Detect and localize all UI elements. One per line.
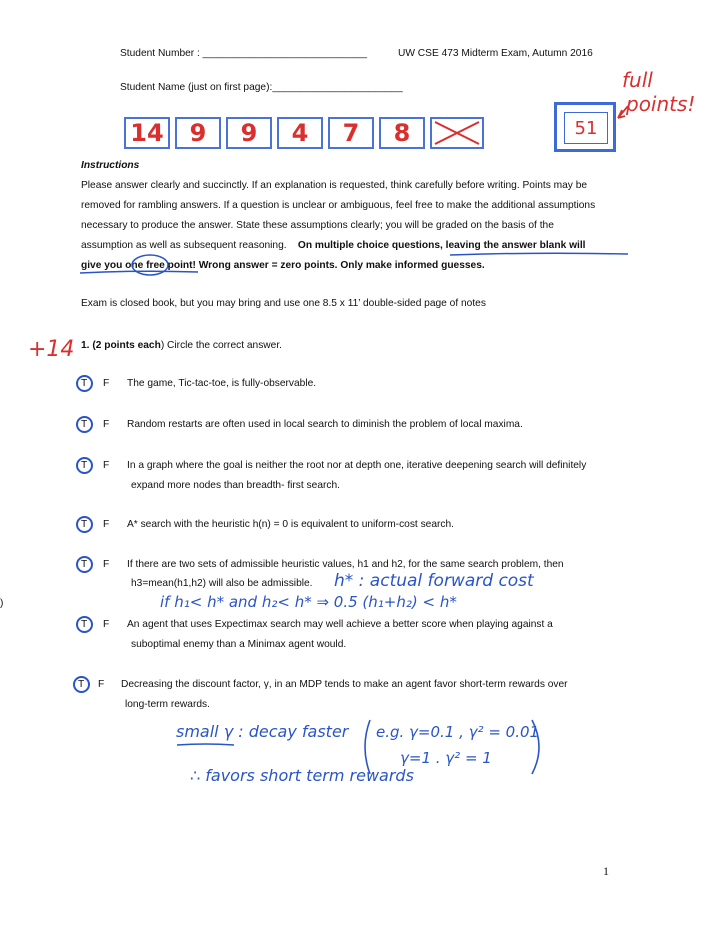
false-option[interactable]: F [103,378,110,389]
score-note-line1: full [622,68,653,92]
true-option[interactable]: T [81,378,88,389]
true-option[interactable]: T [78,679,85,690]
exam-title: UW CSE 473 Midterm Exam, Autumn 2016 [398,48,593,59]
question-text: An agent that uses Expectimax search may well achieve a better score when playing against a [127,619,553,630]
handwritten-note: ∴ favors short term rewards [190,766,414,785]
ink-underline [78,248,638,278]
question-text: The game, Tic-tac-toe, is fully-observable. [127,378,317,389]
handwritten-note: γ=1 . γ² = 1 [400,749,492,767]
question-text-cont: expand more nodes than breadth- first search. [131,480,340,491]
true-option[interactable]: T [81,519,88,530]
arrow-icon [612,104,632,124]
handwritten-note: small γ : decay faster [176,722,349,741]
id-digit-box: 9 [175,117,221,149]
true-option[interactable]: T [81,460,88,471]
id-digit-box: 9 [226,117,272,149]
section-1-heading [81,339,282,353]
section-1-heading-bold: 1. (2 points each [81,340,161,351]
question-text: A* search with the heuristic h(n) = 0 is equivalent to uniform-cost search. [127,519,454,530]
true-option[interactable]: T [81,559,88,570]
question-text-cont: long-term rewards. [125,699,210,710]
instructions-line-4-bold: On multiple choice questions, leaving the answer blank will [297,240,586,251]
cross-icon [432,119,482,147]
instructions-line-4-plain: assumption as well as subsequent reasoning. [81,240,287,251]
question-text: In a graph where the goal is neither the root nor at depth one, iterative deepening search will definitely [127,460,587,471]
page-number: 1 [603,864,609,878]
id-digit-box: 4 [277,117,323,149]
handwritten-note: h* : actual forward cost [334,571,534,591]
closed-book-note: Exam is closed book, but you may bring and use one 8.5 x 11’ double-sided page of notes [81,298,486,309]
false-option[interactable]: F [98,679,105,690]
id-digit-box: 8 [379,117,425,149]
handwritten-note: e.g. γ=0.1 , γ² = 0.01 [376,723,540,741]
true-option[interactable]: T [81,619,88,630]
true-option[interactable]: T [81,419,88,430]
false-option[interactable]: F [103,460,110,471]
question-text: Random restarts are often used in local search to diminish the problem of local maxima. [127,419,523,430]
bonus-note: +14 [28,337,75,362]
id-digit-box: 7 [328,117,374,149]
instructions-line-5: give you one free point! Wrong answer = zero points. Only make informed guesses. [81,260,485,271]
instructions-line: necessary to produce the answer. State these assumptions clearly; you will be graded on the basis of the [81,220,554,231]
score-box [554,102,616,152]
margin-mark: ) [0,598,4,609]
instructions-line: Please answer clearly and succinctly. If an explanation is requested, think carefully before writing. Points may be [81,180,588,191]
false-option[interactable]: F [103,619,110,630]
id-digit-box: 14 [124,117,170,149]
score-note-line2: points! [626,92,696,116]
id-digit-box-crossed [430,117,484,149]
section-1-heading-rest: ) Circle the correct answer. [160,340,282,351]
instructions-line: removed for rambling answers. If a question is unclear or ambiguous, feel free to make the additional assumptions [81,200,596,211]
ink-underline [176,742,236,748]
instructions-heading: Instructions [81,160,140,171]
question-text: If there are two sets of admissible heuristic values, h1 and h2, for the same search problem, then [127,559,564,570]
question-text-cont: h3=mean(h1,h2) will also be admissible. [131,578,313,589]
false-option[interactable]: F [103,559,110,570]
handwritten-note: if h₁< h* and h₂< h* ⇒ 0.5 (h₁+h₂) < h* [160,593,457,611]
score-value: 51 [564,112,608,144]
false-option[interactable]: F [103,519,110,530]
student-number-label: Student Number : _____________________________ [120,48,367,59]
question-text: Decreasing the discount factor, γ, in an MDP tends to make an agent favor short-term rewards over [121,679,568,690]
false-option[interactable]: F [103,419,110,430]
question-text-cont: suboptimal enemy than a Minimax agent would. [131,639,347,650]
student-name-label: Student Name (just on first page):_______________________ [120,82,403,93]
